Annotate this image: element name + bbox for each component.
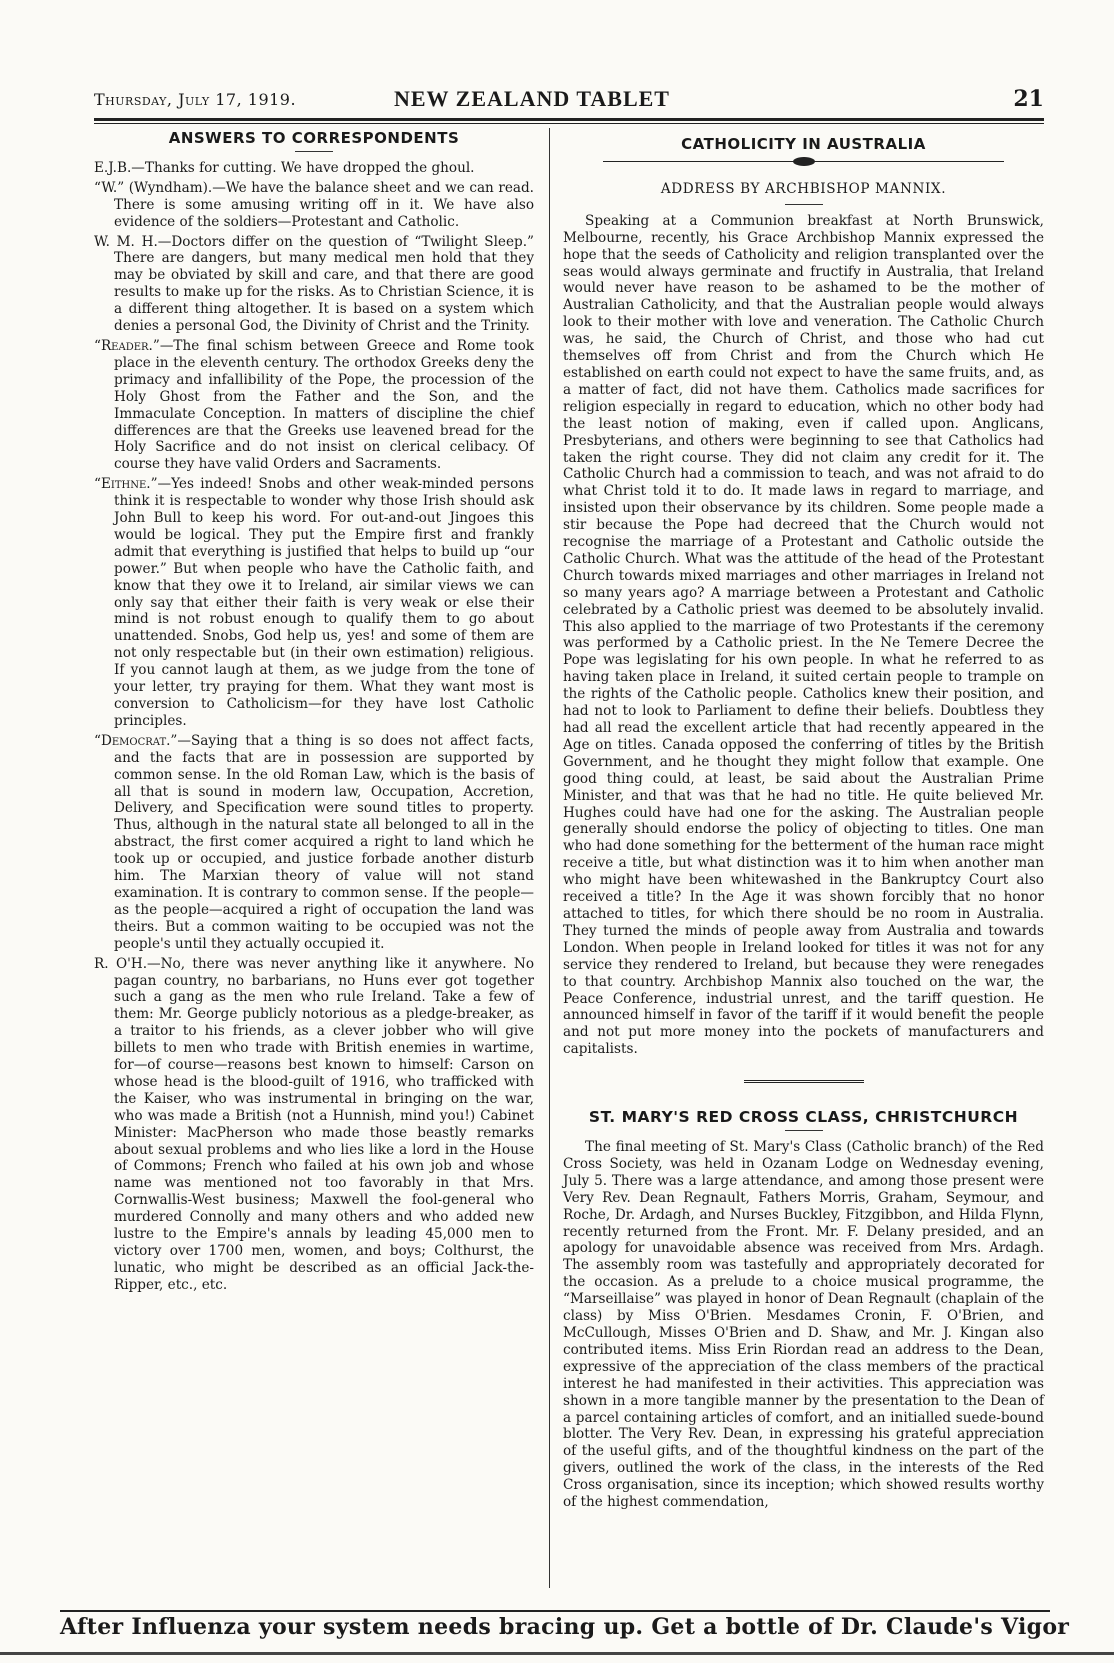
answers-heading: ANSWERS TO CORRESPONDENTS: [168, 129, 460, 147]
header-rule: [94, 118, 1044, 121]
heading-rule: [295, 151, 333, 152]
answer-text: —Doctors differ on the question of “Twilight Sleep.” There are dangers, but many medical men hold that they may be obviated by skill and care, and that there are good results to make up for the risks. As to Christian Science, it is a different thing altogether. It is based on a system which denies a personal God, the Divinity of Christ and the Trinity.: [114, 233, 534, 335]
answer-text: —Thanks for cutting. We have dropped the ghoul.: [131, 159, 475, 176]
answer-entry: [94, 338, 534, 473]
page-header: [94, 86, 1044, 116]
correspondent-name: “Eithne.”: [94, 476, 158, 493]
answer-entry: [94, 476, 534, 730]
correspondent-name: “Reader.”: [94, 337, 160, 354]
heading-rule: [785, 1130, 823, 1131]
answer-entry: [94, 180, 534, 231]
masthead-title: NEW ZEALAND TABLET: [394, 86, 670, 111]
right-column: [563, 130, 1044, 1511]
footer-advertisement: [60, 1610, 1070, 1644]
bottom-rule: [0, 1652, 1114, 1655]
answer-entry: [94, 160, 534, 177]
issue-date: Thursday, July 17, 1919.: [94, 90, 297, 109]
correspondent-name: “Democrat.”: [94, 732, 178, 749]
answer-entry: [94, 234, 534, 335]
red-cross-article: The final meeting of St. Mary's Class (Catholic branch) of the Red Cross Society, was held in Ozanam Lodge on Wednesday evening, July 5. There was a large attendance, and among those present were Very Rev. Dean Regnault, Fathers Morris, Graham, Seymour, and Roche, Dr. Ardagh, and Nurses Buckley, Fitzgibbon, and Hilda Flynn, recently returned from the Front. Mr. F. Delany presided, and an apology for unavoidable absence was received from Mrs. Ardagh. The assembly room was tastefully and appropriately decorated for the occasion. As a prelude to a choice musical programme, the “Marseillaise” was played in honor of Dean Regnault (chaplain of the class) by Miss O'Brien. Mesdames Cronin, F. O'Brien, and McCullough, Misses O'Brien and D. Shaw, and Mr. J. Kingan also contributed items. Miss Erin Riordan read an address to the Dean, expressive of the appreciation of the class members of the practical interest he had manifested in their activities. This appreciation was shown in a more tangible manner by the presentation to the Dean of a parcel containing articles of comfort, and an initialled suede-bound blotter. The Very Rev. Dean, in expressing his grateful appreciation of the useful gifts, and of the thoughtful kindness on the part of the givers, outlined the work of the class, in the interests of the Red Cross organisation, since its inception; which showed results worthy of the highest commendation,: [563, 1139, 1044, 1511]
ornamental-rule: [603, 157, 1004, 167]
catholicity-article: Speaking at a Communion breakfast at North Brunswick, Melbourne, recently, his Grace Archbishop Mannix expressed the hope that the seeds of Catholicity and religion transplanted over the seas would always germinate and fructify in Australia, that Ireland would never have reason to be ashamed to be the mother of Australian Catholicity, and that the Australian people would always look to their mother with love and veneration. The Catholic Church was, he said, the Church of Christ, and those who had cut themselves off from Christ and from the Church which He established on earth could not expect to have the same fruits, and, as a matter of fact, did not have them. Catholics made sacrifices for religion especially in regard to education, which no other body had the least notion of making, even if called upon. Anglicans, Presbyterians, and others were beginning to see that Catholics had taken the right course. They did not claim any credit for it. The Catholic Church had a commission to teach, and was not afraid to do what Christ told it to do. It made laws in regard to marriage, and insisted upon their observance by its children. Some people made a stir because the Pope had decreed that the Church would not recognise the marriage of a Protestant and Catholic outside the Catholic Church. What was the attitude of the head of the Protestant Church towards mixed marriages and other marriages in Ireland not so many years ago? A marriage between a Protestant and Catholic celebrated by a Catholic priest was deemed to be absolutely invalid. This also applied to the marriage of two Protestants if the ceremony was performed by a Catholic priest. In the Ne Temere Decree the Pope was legislating for his own people. In what he referred to as having taken place in Ireland, it suited certain people to trample on the rights of the Catholic people. Catholics knew their position, and had not to look to Parliament to define their beliefs. Doubtless they had all read the excellent article that had recently appeared in the Age on titles. Canada opposed the conferring of titles by the British Government, and he thought they might follow that example. One good thing could, at least, be said about the Australian Prime Minister, and that was that he had no title. He quite believed Mr. Hughes could have had one for the asking. The Australian people generally should endorse the policy of objecting to titles. One man who had done something for the betterment of the human race might receive a title, but what distinction was it to him when another man who might have been whitewashed in the Bankruptcy Court also received a title? In the Age it was shown forcibly that no honor attached to titles, for which there should be no room in Australia. They turned the minds of people away from Australia and towards London. When people in Ireland looked for titles it was not for any service they rendered to Ireland, but because they were renegades to that country. Archbishop Mannix also touched on the war, the Peace Conference, industrial unrest, and the tariff question. He announced himself in favor of the tariff if it would benefit the people and not put more money into the pockets of manufacturers and capitalists.: [563, 212, 1044, 1058]
catholicity-heading: CATHOLICITY IN AUSTRALIA: [681, 135, 926, 153]
answer-text: —No, there was never anything like it anywhere. No pagan country, no barbarians, no Huns ever got together such a gang as the men who rule Ireland. Take a few of them: Mr. George publicly notorious as a pledge-breaker, as a traitor to his friends, as a clever jobber who will give billets to men who trade with British enemies in wartime, for—of course—reasons best known to himself: Carson on whose head is the blood-guilt of 1916, who trafficked with the Kaiser, who was instrumental in bringing on the war, who was made a British (not a Hunnish, mind you!) Cabinet Minister: MacPherson who made those beastly remarks about sexual problems and who lies like a lord in the House of Commons; French who failed at his own job and whose name was mentioned not too favorably in that Mrs. Cornwallis-West business; Maxwell the fool-general who murdered Connolly and many others and who added new lustre to the Empire's annals by leading 45,000 men to victory over 1700 men, women, and boys; Colthurst, the lunatic, who might be described as an official Jack-the-Ripper, etc., etc.: [114, 955, 534, 1293]
correspondent-name: E.J.B.: [94, 159, 132, 176]
answer-entry: [94, 956, 534, 1294]
correspondent-name: W. M. H.: [94, 233, 158, 250]
address-subheading: ADDRESS BY ARCHBISHOP MANNIX.: [660, 180, 947, 197]
correspondent-name: R. O'H.: [94, 955, 148, 972]
red-cross-heading: ST. MARY'S RED CROSS CLASS, CHRISTCHURCH: [588, 1108, 1019, 1127]
answer-text: —The final schism between Greece and Rome took place in the eleventh century. The orthodox Greeks deny the primacy and infallibility of the Pope, the procession of the Holy Ghost from the Father and the Son, and the Immaculate Conception. In matters of discipline the chief differences are that the Greeks use leavened bread for the Holy Sacrifice and do not insist on clerical celibacy. Of course they have valid Orders and Sacraments.: [114, 337, 534, 473]
answer-text: —Saying that a thing is so does not affect facts, and the facts that are in possession are supported by common sense. In the old Roman Law, which is the basis of all that is sound in modern law, Occupation, Accretion, Delivery, and Specification were sound titles to property. Thus, although in the natural state all belonged to all in the abstract, the first comer acquired a right to land which he took up or occupied, and justice forbade another disturb him. The Marxian theory of value will not stand examination. It is contrary to common sense. If the people—as the people—acquired a right of occupation the land was theirs. But a common waiting to be occupied was not the people's until they actually occupied it.: [114, 732, 534, 952]
section-break-rule: [744, 1080, 864, 1085]
correspondent-name: “W.”: [94, 179, 125, 196]
answer-text: —Yes indeed! Snobs and other weak-minded persons think it is respectable to wonder why those Irish should ask John Bull to keep his word. For out-and-out Jingoes this would be logical. They put the Empire first and frankly admit that everything is justified that helps to build up “our power.” But when people who have the Catholic faith, and know that they owe it to Ireland, air similar views we can only say that either their faith is very weak or else their mind is not robust enough to qualify them to go about unattended. Snobs, God help us, yes! and some of them are not only respectable but (in their own estimation) religious. If you cannot laugh at them, as we judge from the tone of your letter, try praying for them. What they want most is conversion to Catholicism—for they have lost Catholic principles.: [114, 476, 534, 729]
subheading-rule: [785, 204, 823, 205]
left-column: [94, 130, 534, 1297]
ad-text: After Influenza your system needs bracing up. Get a bottle of Dr. Claude's Vigor: [60, 1614, 1070, 1640]
header-rule-thin: [94, 123, 1044, 124]
answer-text: (Wyndham).—We have the balance sheet and we can read. There is some amusing writing off in it. We have also evidence of the soldiers—Protestant and Catholic.: [114, 179, 534, 230]
page-number: 21: [1013, 86, 1044, 112]
column-divider: [549, 128, 550, 1588]
answer-entry: [94, 733, 534, 953]
